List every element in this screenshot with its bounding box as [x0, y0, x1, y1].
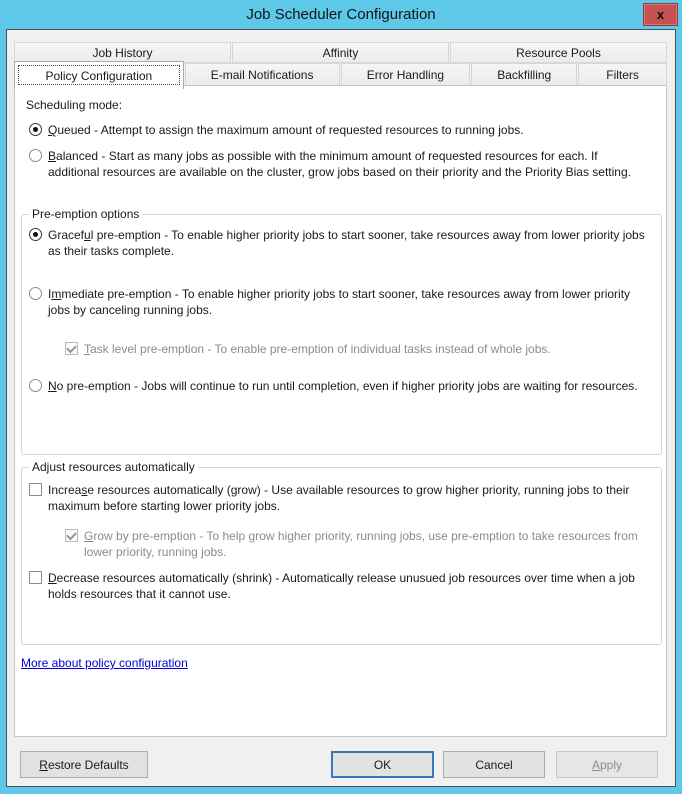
radio-immediate-label: Immediate pre-emption - To enable higher priority jobs to start sooner, take resources away from lower priority jobs by canceling running jobs. — [48, 287, 631, 317]
close-icon: x — [656, 7, 665, 22]
radio-queued-label: Queued - Attempt to assign the maximum amount of requested resources to running jobs. — [48, 123, 524, 137]
tab-email-notifications[interactable]: E-mail Notifications — [185, 63, 340, 86]
checkbox-grow-by-preemption — [65, 528, 655, 560]
radio-no-preemption[interactable] — [29, 378, 655, 394]
window-title: Job Scheduler Configuration — [246, 6, 436, 23]
checkbox-icon[interactable] — [29, 571, 42, 584]
checkbox-decrease-label: Decrease resources automatically (shrink) - Automatically release unusued job resources over time when a job holds resources that it cannot use. — [48, 571, 635, 601]
adjust-resources-group — [21, 460, 662, 645]
tab-affinity[interactable]: Affinity — [232, 42, 449, 63]
cancel-button[interactable]: Cancel — [443, 751, 545, 778]
checkbox-icon[interactable] — [29, 483, 42, 496]
titlebar — [0, 0, 682, 29]
adjust-resources-legend: Adjust resources automatically — [32, 460, 195, 474]
tab-row-bottom — [14, 63, 667, 86]
radio-icon[interactable] — [29, 287, 42, 300]
radio-icon[interactable] — [29, 379, 42, 392]
radio-balanced[interactable] — [29, 148, 660, 180]
apply-label: Apply — [591, 757, 623, 772]
radio-graceful-preemption[interactable] — [29, 227, 655, 259]
tab-page-policy-configuration — [14, 85, 667, 737]
checkbox-increase-resources[interactable] — [29, 482, 655, 514]
checkbox-increase-label: Increase resources automatically (grow) - Use available resources to grow higher priority, running jobs to their maximum before starting lower priority jobs. — [48, 483, 630, 513]
radio-no-preemption-label: No pre-emption - Jobs will continue to run until completion, even if higher priority jobs are waiting for resources. — [48, 379, 638, 393]
link-row — [21, 656, 188, 670]
radio-graceful-label: Graceful pre-emption - To enable higher priority jobs to start sooner, take resources away from lower priority jobs as their tasks complete. — [48, 228, 645, 258]
checkbox-grow-label: Grow by pre-emption - To help grow higher priority, running jobs, use pre-emption to take resources from lower priority, running jobs. — [84, 529, 638, 559]
dialog-body — [6, 29, 676, 787]
checkbox-task-level-preemption — [65, 341, 655, 357]
scheduling-mode-label: Scheduling mode: — [26, 98, 123, 112]
checkbox-icon — [65, 342, 78, 355]
radio-icon[interactable] — [29, 149, 42, 162]
checkbox-task-level-label: Task level pre-emption - To enable pre-emption of individual tasks instead of whole jobs. — [84, 342, 551, 356]
apply-button — [556, 751, 658, 778]
tab-row-top — [14, 42, 667, 63]
radio-immediate-preemption[interactable] — [29, 286, 655, 318]
checkbox-decrease-resources[interactable] — [29, 570, 655, 602]
restore-defaults-label: Restore Defaults — [39, 757, 129, 772]
checkbox-icon — [65, 529, 78, 542]
tab-policy-configuration[interactable]: Policy Configuration — [14, 61, 184, 89]
radio-queued[interactable] — [29, 122, 660, 138]
restore-defaults-button[interactable] — [20, 751, 148, 778]
tab-filters[interactable]: Filters — [578, 63, 667, 86]
ok-button[interactable]: OK — [331, 751, 434, 778]
more-about-policy-link[interactable]: More about policy configuration — [21, 656, 188, 670]
tab-resource-pools[interactable]: Resource Pools — [450, 42, 667, 63]
tab-job-history[interactable]: Job History — [14, 42, 231, 63]
radio-icon[interactable] — [29, 228, 42, 241]
close-button[interactable] — [643, 3, 678, 26]
preemption-options-group — [21, 207, 662, 455]
scheduling-mode-section — [26, 98, 660, 180]
radio-icon[interactable] — [29, 123, 42, 136]
tab-error-handling[interactable]: Error Handling — [341, 63, 471, 86]
radio-balanced-label: Balanced - Start as many jobs as possible with the minimum amount of requested resources for each. If additional resources are available on the cluster, grow jobs based on their priority and the Priority Bias setting. — [48, 149, 631, 179]
preemption-options-legend: Pre-emption options — [32, 207, 140, 221]
tab-backfilling[interactable]: Backfilling — [471, 63, 577, 86]
